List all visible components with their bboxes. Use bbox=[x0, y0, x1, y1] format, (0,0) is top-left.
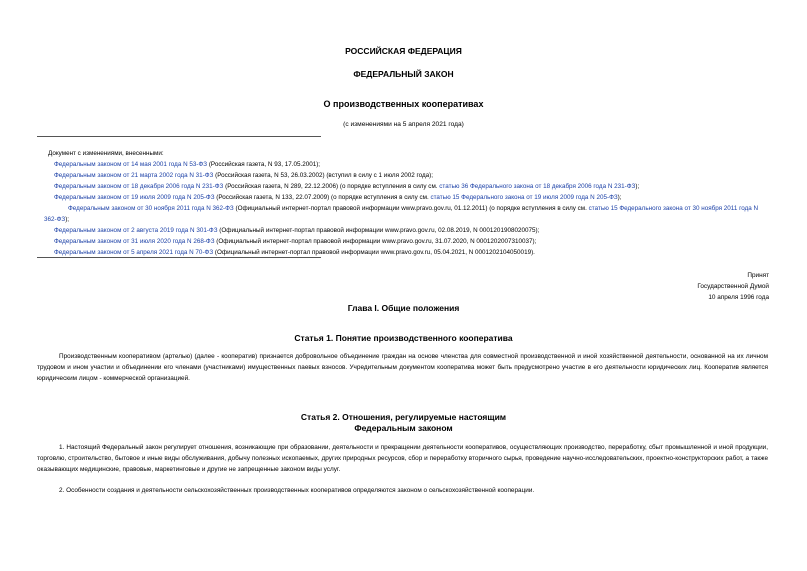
amendment-item: Федеральным законом от 31 июля 2020 года N 268-ФЗ (Официальный интернет-портал правовой информации www.pravo.gov.ru, 31.07.2020, N 0001202007310037); bbox=[54, 238, 537, 245]
amendments-intro: Документ с изменениями, внесенными: bbox=[48, 150, 164, 157]
adoption-line: Государственной Думой bbox=[697, 283, 769, 290]
amendment-link[interactable]: Федеральным законом от 30 ноября 2011 года N 362-ФЗ bbox=[68, 205, 234, 212]
adoption-block bbox=[697, 270, 769, 303]
article-1-heading: Статья 1. Понятие производственного кооператива bbox=[294, 333, 513, 343]
amendment-item: Федеральным законом от 2 августа 2019 года N 301-ФЗ (Официальный интернет-портал правовой информации www.pravo.gov.ru, 02.08.2019, N 0001201908020075); bbox=[54, 227, 540, 234]
article-reference-link[interactable]: статью 36 Федерального закона от 18 декабря 2006 года N 231-ФЗ bbox=[439, 183, 636, 190]
article-reference-link[interactable]: статью 15 Федерального закона от 19 июля 2009 года N 205-ФЗ bbox=[430, 194, 618, 201]
article-2-paragraph-1: 1. Настоящий Федеральный закон регулирует отношения, возникающие при образовании, деятельности и прекращении деятельности кооперативов, осуществляющих производство, переработку, сбыт промышленной и иной продукции, торговлю, строительство, бытовое и иные виды обслуживания, добычу полезных ископаемых, других природных ресурсов, сбор и переработку вторичного сырья, проведение научно-исследовательских, проектно-конструкторских работ, а также оказывающих медицинские, правовые, маркетинговые и другие не запрещенные законом виды услуг. bbox=[37, 444, 768, 473]
top-divider bbox=[37, 136, 321, 137]
amendment-item: Федеральным законом от 30 ноября 2011 года N 362-ФЗ (Официальный интернет-портал правовой информации www.pravo.gov.ru, 01.12.2011) (о порядке вступления в силу см. статью 15 Федерального закона от 30 ноября 2011 года N 362-ФЗ); bbox=[44, 205, 759, 223]
amendment-link[interactable]: Федеральным законом от 19 июля 2009 года N 205-ФЗ bbox=[54, 194, 215, 201]
article-2-paragraph-2: 2. Особенности создания и деятельности сельскохозяйственных производственных кооперативов определяются законом о сельскохозяйственной кооперации. bbox=[59, 487, 535, 494]
article-2-heading: Статья 2. Отношения, регулируемые настоящим Федеральным законом bbox=[300, 412, 507, 433]
adoption-line: Принят bbox=[747, 272, 769, 279]
amendment-link[interactable]: Федеральным законом от 31 июля 2020 года N 268-ФЗ bbox=[54, 238, 215, 245]
amendment-item: Федеральным законом от 19 июля 2009 года N 205-ФЗ (Российская газета, N 133, 22.07.2009) (о порядке вступления в силу см. статью 15 Федерального закона от 19 июля 2009 года N 205-ФЗ); bbox=[54, 194, 622, 201]
bottom-divider bbox=[37, 257, 321, 258]
amendments-block bbox=[40, 148, 770, 258]
article-1-text: Производственным кооперативом (артелью) (далее - кооператив) признается добровольное объединение граждан на основе членства для совместной производственной и иной хозяйственной деятельности, основанной на их личном трудовом и ином участии и объединении его членами (участниками) имущественных паевых взносов. Учредительным документом кооператива может быть предусмотрено участие в его деятельности юридических лиц. Кооператив является юридическим лицом - коммерческой организацией. bbox=[37, 353, 768, 382]
amendment-item: Федеральным законом от 18 декабря 2006 года N 231-ФЗ (Российская газета, N 289, 22.12.2006) (о порядке вступления в силу см. статью 36 Федерального закона от 18 декабря 2006 года N 231-ФЗ); bbox=[54, 183, 640, 190]
amendment-link[interactable]: Федеральным законом от 2 августа 2019 года N 301-ФЗ bbox=[54, 227, 218, 234]
article-reference-link[interactable]: статью 15 Федерального закона от 30 ноября 2011 года N 362-ФЗ bbox=[44, 205, 759, 223]
country-heading: РОССИЙСКАЯ ФЕДЕРАЦИЯ bbox=[345, 46, 462, 56]
amendment-item: Федеральным законом от 14 мая 2001 года N 53-ФЗ (Российская газета, N 93, 17.05.2001); bbox=[54, 161, 321, 168]
amendment-item: Федеральным законом от 21 марта 2002 года N 31-ФЗ (Российская газета, N 53, 26.03.2002) (вступил в силу с 1 июля 2002 года); bbox=[54, 172, 434, 179]
edition-note: (с изменениями на 5 апреля 2021 года) bbox=[343, 121, 464, 128]
amendment-link[interactable]: Федеральным законом от 21 марта 2002 года N 31-ФЗ bbox=[54, 172, 214, 179]
amendment-link[interactable]: Федеральным законом от 5 апреля 2021 года N 70-ФЗ bbox=[54, 249, 214, 256]
adoption-date: 10 апреля 1996 года bbox=[708, 294, 769, 301]
chapter-heading: Глава I. Общие положения bbox=[347, 303, 460, 313]
document-type-heading: ФЕДЕРАЛЬНЫЙ ЗАКОН bbox=[353, 69, 454, 79]
amendment-link[interactable]: Федеральным законом от 18 декабря 2006 года N 231-ФЗ bbox=[54, 183, 224, 190]
law-title: О производственных кооперативах bbox=[323, 99, 484, 109]
amendment-link[interactable]: Федеральным законом от 14 мая 2001 года N 53-ФЗ bbox=[54, 161, 208, 168]
amendment-item: Федеральным законом от 5 апреля 2021 года N 70-ФЗ (Официальный интернет-портал правовой информации www.pravo.gov.ru, 05.04.2021, N 0001202104050019). bbox=[54, 249, 535, 256]
